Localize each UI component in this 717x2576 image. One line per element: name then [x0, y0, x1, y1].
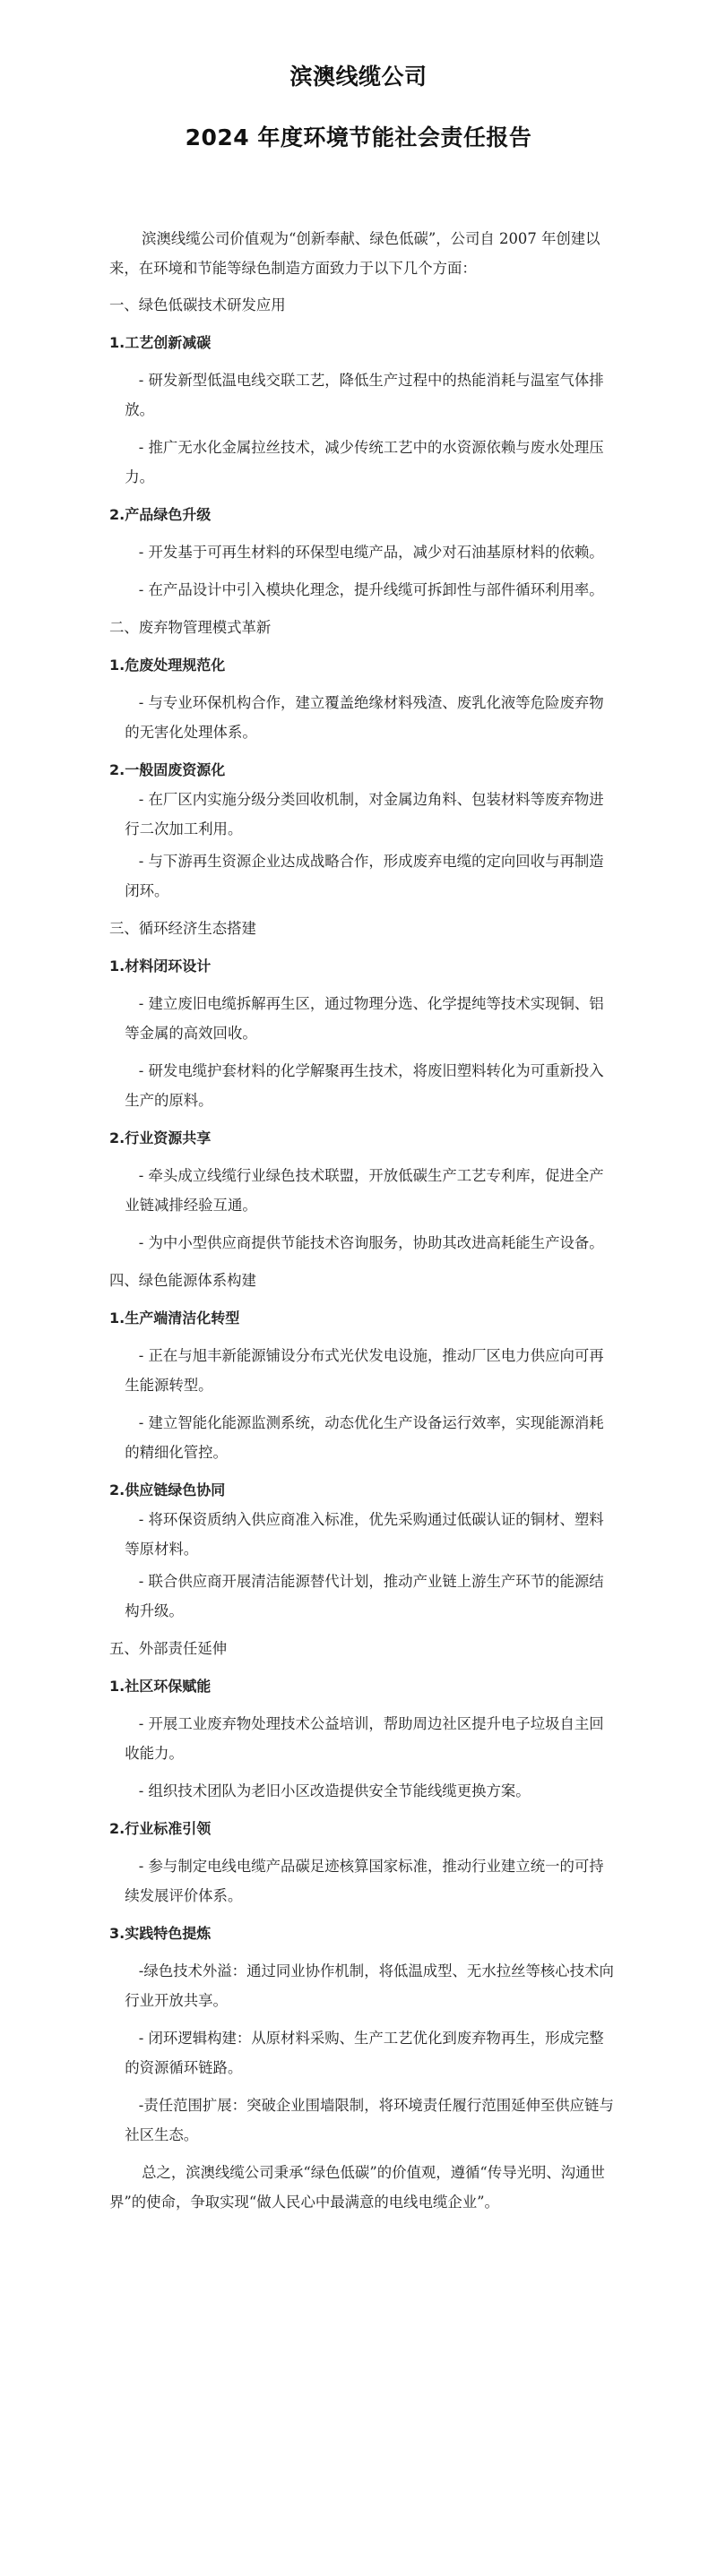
section-heading: 一、绿色低碳技术研发应用 [109, 296, 286, 313]
list-item: -绿色技术外溢：通过同业协作机制，将低温成型、无水拉丝等核心技术向行业开放共享。 [125, 1962, 614, 2009]
list-item: - 参与制定电线电缆产品碳足迹核算国家标准，推动行业建立统一的可持续发展评价体系。 [125, 1858, 604, 1904]
list-item: - 推广无水化金属拉丝技术，减少传统工艺中的水资源依赖与废水处理压力。 [125, 439, 604, 485]
subsection-heading: 2.行业标准引领 [109, 1820, 212, 1837]
section-heading: 二、废弃物管理模式革新 [109, 619, 272, 636]
company-name: 滨澳线缆公司 [289, 64, 428, 90]
list-item: - 开展工业废弃物处理技术公益培训，帮助周边社区提升电子垃圾自主回收能力。 [125, 1715, 604, 1762]
list-item: - 将环保资质纳入供应商准入标准，优先采购通过低碳认证的铜材、塑料等原材料。 [125, 1511, 604, 1558]
list-item: - 研发新型低温电线交联工艺，降低生产过程中的热能消耗与温室气体排放。 [125, 372, 604, 418]
subsection-heading: 2.行业资源共享 [109, 1129, 212, 1146]
list-item: - 牵头成立线缆行业绿色技术联盟，开放低碳生产工艺专利库，促进全产业链减排经验互通。 [125, 1167, 604, 1214]
list-item: - 在产品设计中引入模块化理念，提升线缆可拆卸性与部件循环利用率。 [138, 581, 604, 598]
list-item: - 与专业环保机构合作，建立覆盖绝缘材料残渣、废乳化液等危险废弃物的无害化处理体系。 [125, 694, 604, 741]
list-item: - 联合供应商开展清洁能源替代计划，推动产业链上游生产环节的能源结构升级。 [125, 1573, 604, 1619]
list-item: - 建立废旧电缆拆解再生区，通过物理分选、化学提纯等技术实现铜、铝等金属的高效回收。 [125, 995, 604, 1042]
subsection-heading: 1.工艺创新减碳 [109, 334, 212, 351]
list-item: - 正在与旭丰新能源铺设分布式光伏发电设施，推动厂区电力供应向可再生能源转型。 [125, 1347, 604, 1394]
list-item: - 在厂区内实施分级分类回收机制，对金属边角料、包装材料等废弃物进行二次加工利用。 [125, 791, 604, 837]
section-heading: 三、循环经济生态搭建 [109, 920, 256, 937]
list-item: - 开发基于可再生材料的环保型电缆产品，减少对石油基原材料的依赖。 [138, 544, 604, 561]
report-body [109, 224, 617, 2217]
subsection-heading: 2.供应链绿色协同 [109, 1481, 226, 1498]
list-item: -责任范围扩展：突破企业围墙限制，将环境责任履行范围延伸至供应链与社区生态。 [125, 2097, 614, 2143]
subsection-heading: 1.材料闭环设计 [109, 957, 212, 975]
subsection-heading: 2.一般固废资源化 [109, 761, 226, 778]
section-heading: 五、外部责任延伸 [109, 1640, 228, 1657]
subsection-heading: 2.产品绿色升级 [109, 506, 212, 523]
list-item: - 闭环逻辑构建：从原材料采购、生产工艺优化到废弃物再生，形成完整的资源循环链路。 [125, 2030, 604, 2076]
subsection-heading: 1.生产端清洁化转型 [109, 1309, 240, 1327]
report-title: 2024 年度环境节能社会责任报告 [185, 125, 532, 150]
list-item: - 为中小型供应商提供节能技术咨询服务，协助其改进高耗能生产设备。 [138, 1234, 604, 1251]
subsection-heading: 3.实践特色提炼 [109, 1925, 212, 1942]
subsection-heading: 1.社区环保赋能 [109, 1678, 212, 1695]
list-item: - 建立智能化能源监测系统，动态优化生产设备运行效率，实现能源消耗的精细化管控。 [125, 1414, 604, 1461]
conclusion-paragraph: 总之，滨澳线缆公司秉承“绿色低碳”的价值观，遵循“传导光明、沟通世界”的使命，争取实现“做人民心中最满意的电线电缆企业”。 [109, 2164, 605, 2211]
list-item: - 研发电缆护套材料的化学解聚再生技术，将废旧塑料转化为可重新投入生产的原料。 [125, 1062, 604, 1109]
list-item: - 组织技术团队为老旧小区改造提供安全节能线缆更换方案。 [138, 1782, 531, 1799]
subsection-heading: 1.危废处理规范化 [109, 657, 226, 674]
section-heading: 四、绿色能源体系构建 [109, 1272, 256, 1289]
list-item: - 与下游再生资源企业达成战略合作，形成废弃电缆的定向回收与再制造闭环。 [125, 853, 604, 899]
intro-paragraph: 滨澳线缆公司价值观为“创新奉献、绿色低碳”，公司自 2007 年创建以来，在环境和节能等绿色制造方面致力于以下几个方面： [109, 230, 600, 277]
